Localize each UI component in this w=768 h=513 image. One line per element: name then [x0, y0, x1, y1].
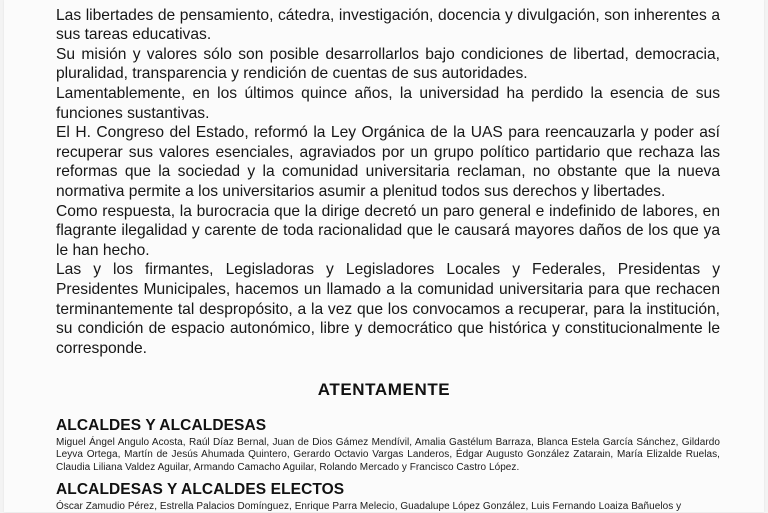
section-title: ALCALDESAS Y ALCALDES ELECTOS	[56, 481, 345, 498]
signatories-section-electos	[56, 481, 720, 513]
paragraph-libertades: Las libertades de pensamiento, cátedra, investigación, docencia y divulgación, son inherentes a sus tareas educativas.	[56, 6, 720, 44]
signatories-section-alcaldes	[56, 417, 720, 474]
signatory-names: Óscar Zamudio Pérez, Estrella Palacios Domínguez, Enrique Parra Melecio, Guadalupe López González, Luis Fernando Loaiza Bañuelos y	[56, 501, 682, 512]
section-title: ALCALDES Y ALCALDESAS	[56, 417, 267, 434]
signatory-names: Miguel Ángel Angulo Acosta, Raúl Díaz Bernal, Juan de Dios Gámez Mendívil, Amalia Gastélum Barraza, Blanca Estela García Sánchez, Gildardo Leyva Ortega, Martín de Jesús Ahumada Quintero, Gerardo Octavio Vargas Landeros, Édgar Augusto González Zatarain, María Elizalde Ruelas, Claudia Liliana Valdez Aguilar, Armando Camacho Aguilar, Rolando Mercado y Francisco Castro López.	[56, 437, 720, 473]
paragraph-respuesta: Como respuesta, la burocracia que la dirige decretó un paro general e indefinido de labores, en flagrante ilegalidad y carente de toda racionalidad que le causará mayores daños de los que ya le han hecho.	[56, 202, 720, 259]
paragraph-congreso: El H. Congreso del Estado, reformó la Ley Orgánica de la UAS para reencauzarla y poder así recuperar sus valores esenciales, agraviados por un grupo político partidario que rechaza las reformas que la sociedad y la comunidad universitaria reclaman, no obstante que la nueva normativa permite a los universitarios asumir a plenitud todos sus derechos y libertades.	[56, 124, 720, 200]
signoff-heading: ATENTAMENTE	[317, 380, 451, 399]
document-page	[4, 0, 764, 512]
paragraph-mision: Su misión y valores sólo son posible desarrollarlos bajo condiciones de libertad, democracia, pluralidad, transparencia y rendición de cuentas de sus autoridades.	[56, 45, 720, 83]
letter-body	[56, 0, 720, 358]
paragraph-firmantes: Las y los firmantes, Legisladoras y Legisladores Locales y Federales, Presidentas y Presidentes Municipales, hacemos un llamado a la comunidad universitaria para que rechacen terminantemente tal despropósito, a la vez que los convocamos a recuperar, para la institución, su condición de espacio autonómico, libre y democrático que histórica y constitucionalmente le corresponde.	[56, 261, 720, 357]
paragraph-lamentablemente: Lamentablemente, en los últimos quince años, la universidad ha perdido la esencia de sus funciones sustantivas.	[56, 84, 720, 122]
